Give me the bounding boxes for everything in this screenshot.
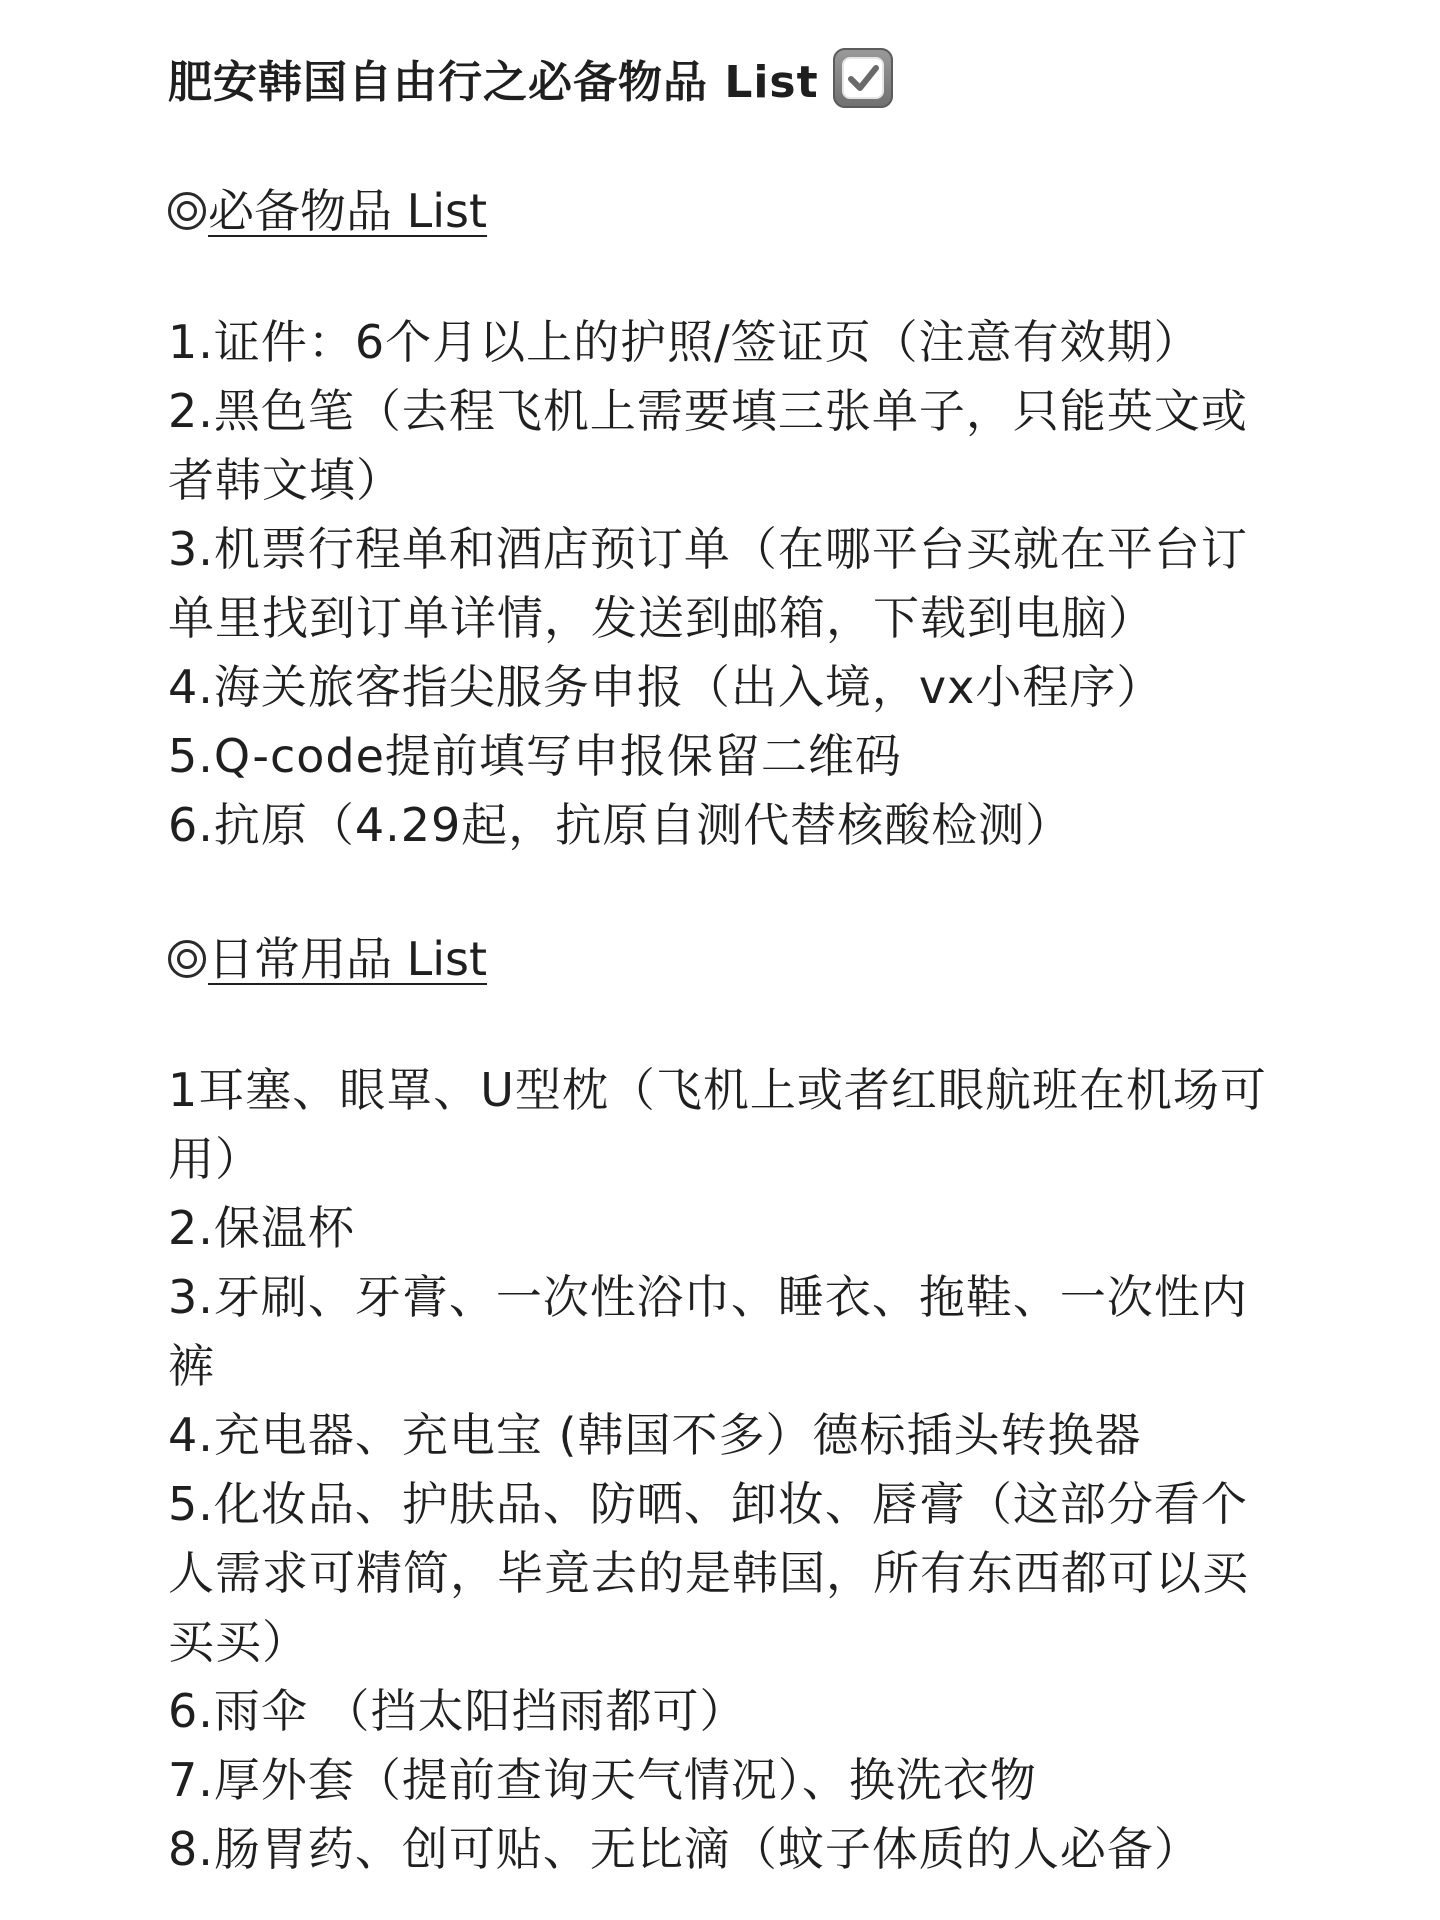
title-row [168,40,1288,116]
list-item: 4.海关旅客指尖服务申报（出入境，vx小程序） [168,660,1164,714]
list-item: 1.证件：6个月以上的护照/签证页（注意有效期） [168,315,1201,369]
list-item: 3.牙刷、牙膏、一次性浴巾、睡衣、拖鞋、一次性内裤 [168,1270,1248,1393]
list-item: 4.充电器、充电宝 (韩国不多）德标插头转换器 [168,1408,1142,1462]
double-circle-bullet-icon [168,192,206,230]
list-item: 6.抗原（4.29起，抗原自测代替核酸检测） [168,798,1073,852]
list-item: 1耳塞、眼罩、U型枕（飞机上或者红眼航班在机场可用） [168,1063,1267,1186]
list-item: 5.Q-code提前填写申报保留二维码 [168,729,902,783]
list-item: 5.化妆品、护肤品、防晒、卸妆、唇膏（这部分看个人需求可精简，毕竟去的是韩国，所有东西都可以买买买） [168,1477,1249,1669]
list-item: 6.雨伞 （挡太阳挡雨都可） [168,1684,747,1738]
daily-items-list [168,1056,1288,1884]
list-item: 2.保温杯 [168,1201,355,1255]
document-page [168,40,1288,1884]
section-essentials [168,176,1288,860]
list-item: 8.肠胃药、创可贴、无比滴（蚊子体质的人必备） [168,1822,1201,1876]
list-item: 3.机票行程单和酒店预订单（在哪平台买就在平台订单里找到订单详情，发送到邮箱，下载到电脑） [168,522,1248,645]
section-heading [168,924,1288,994]
section-heading-label: 日常用品 List [208,932,488,986]
page-title: 肥安韩国自由行之必备物品 List [168,57,819,108]
checkbox-checked-icon [833,48,893,108]
section-heading-label: 必备物品 List [208,184,488,238]
list-item: 7.厚外套（提前查询天气情况）、换洗衣物 [168,1753,1037,1807]
section-heading [168,176,1288,246]
section-daily-items [168,924,1288,1884]
list-item: 2.黑色笔（去程飞机上需要填三张单子，只能英文或者韩文填） [168,384,1248,507]
essentials-list [168,308,1288,860]
double-circle-bullet-icon [168,940,206,978]
